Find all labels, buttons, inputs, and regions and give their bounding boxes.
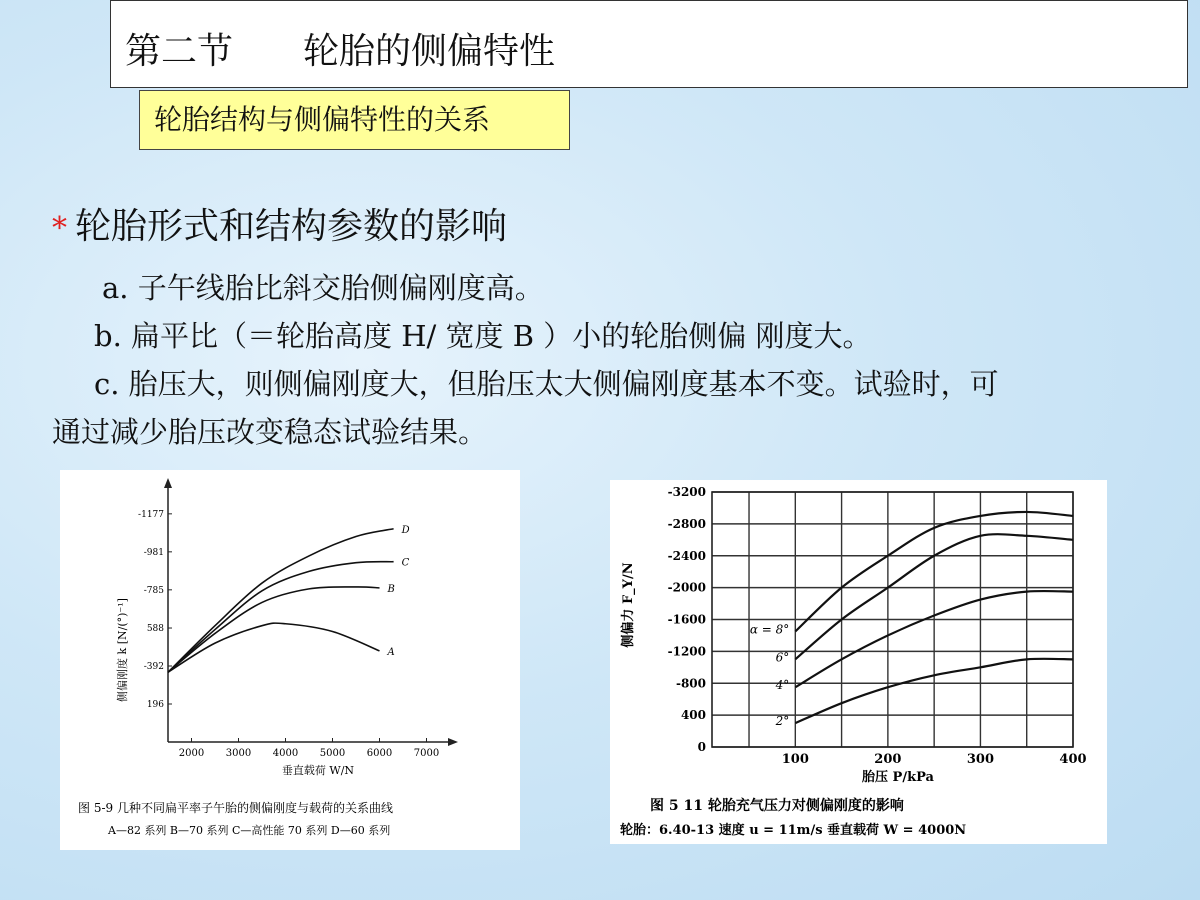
line-c1: c. 胎压大，则侧偏刚度大，但胎压太大侧偏刚度基本不变。试验时，可 — [94, 367, 999, 401]
right-series-label: 2° — [775, 714, 790, 729]
right-series-label: 4° — [775, 678, 790, 693]
left-y-axis-label: 侧偏刚度 k [N/(°)⁻¹] — [116, 598, 129, 702]
left-x-tick-label: 7000 — [413, 748, 440, 759]
right-series-label: α = 8° — [749, 622, 790, 637]
bullet-heading — [52, 198, 507, 249]
left-y-tick-label: 196 — [146, 700, 164, 711]
right-y-tick-label: -1600 — [667, 612, 706, 627]
right-y-tick-label: -2000 — [667, 580, 706, 595]
line-b: b. 扁平比（＝轮胎高度 H/ 宽度 B ）小的轮胎侧偏 刚度大。 — [94, 319, 872, 353]
left-x-axis-label: 垂直载荷 W/N — [281, 764, 355, 777]
right-x-tick-label: 200 — [874, 752, 902, 767]
left-x-tick-label: 4000 — [272, 748, 299, 759]
right-x-tick-label: 400 — [1059, 752, 1087, 767]
left-y-tick-label: -392 — [143, 662, 164, 673]
left-x-tick-label: 6000 — [366, 748, 393, 759]
right-caption-2: 轮胎：6.40-13 速度 u = 11m/s 垂直载荷 W = 4000N — [620, 823, 967, 838]
right-series-label: 6° — [775, 650, 790, 665]
section-title: 轮胎的侧偏特性 — [303, 31, 556, 72]
right-y-tick-label: 400 — [680, 708, 706, 723]
bullet-star: * — [52, 211, 67, 246]
chart-right — [610, 480, 1107, 844]
left-y-tick-label: -981 — [143, 547, 164, 558]
left-series-line-B — [168, 587, 380, 672]
figure-right — [610, 480, 1107, 844]
line-a: a. 子午线胎比斜交胎侧偏刚度高。 — [102, 271, 544, 305]
left-series-line-C — [168, 562, 394, 673]
left-y-tick-label: -785 — [143, 585, 164, 596]
left-x-tick-label: 2000 — [178, 748, 205, 759]
bullet-heading-text: 轮胎形式和结构参数的影响 — [75, 206, 508, 247]
left-x-tick-label: 5000 — [319, 748, 346, 759]
left-series-line-A — [168, 623, 380, 672]
left-y-tick-label: -1177 — [138, 509, 164, 520]
right-x-tick-label: 300 — [966, 752, 995, 767]
left-x-tick-label: 3000 — [225, 748, 252, 759]
right-y-tick-label: -2400 — [667, 548, 706, 563]
left-series-label: D — [401, 524, 410, 536]
title-box — [110, 0, 1188, 88]
left-series-label: A — [387, 646, 395, 658]
right-y-axis-label: 侧偏力 F_Y/N — [621, 562, 636, 648]
left-y-arrow — [164, 478, 172, 488]
right-y-tick-label: -1200 — [667, 644, 706, 659]
left-caption-2: A—82 系列 B—70 系列 C—高性能 70 系列 D—60 系列 — [108, 824, 391, 837]
left-y-tick-label: 588 — [146, 624, 164, 635]
chart-left — [60, 470, 520, 850]
left-x-arrow — [448, 738, 458, 746]
right-y-tick-label: -800 — [675, 676, 706, 691]
section-number: 第二节 — [125, 31, 234, 72]
right-y-tick-label: -3200 — [667, 485, 706, 499]
right-x-tick-label: 100 — [781, 752, 809, 767]
line-c2: 通过减少胎压改变稳态试验结果。 — [52, 415, 488, 449]
left-series-label: C — [401, 557, 410, 569]
right-x-axis-label: 胎压 P/kPa — [862, 770, 934, 785]
subtitle-box: 轮胎结构与侧偏特性的关系 — [139, 90, 570, 150]
left-series-label: B — [387, 583, 395, 595]
right-y-tick-label: -2800 — [667, 516, 706, 531]
right-y-tick-label: 0 — [697, 740, 706, 754]
left-caption-1: 图 5-9 几种不同扁平率子午胎的侧偏刚度与载荷的关系曲线 — [78, 801, 393, 815]
right-caption-1: 图 5 11 轮胎充气压力对侧偏刚度的影响 — [650, 798, 904, 814]
figure-left — [60, 470, 520, 850]
